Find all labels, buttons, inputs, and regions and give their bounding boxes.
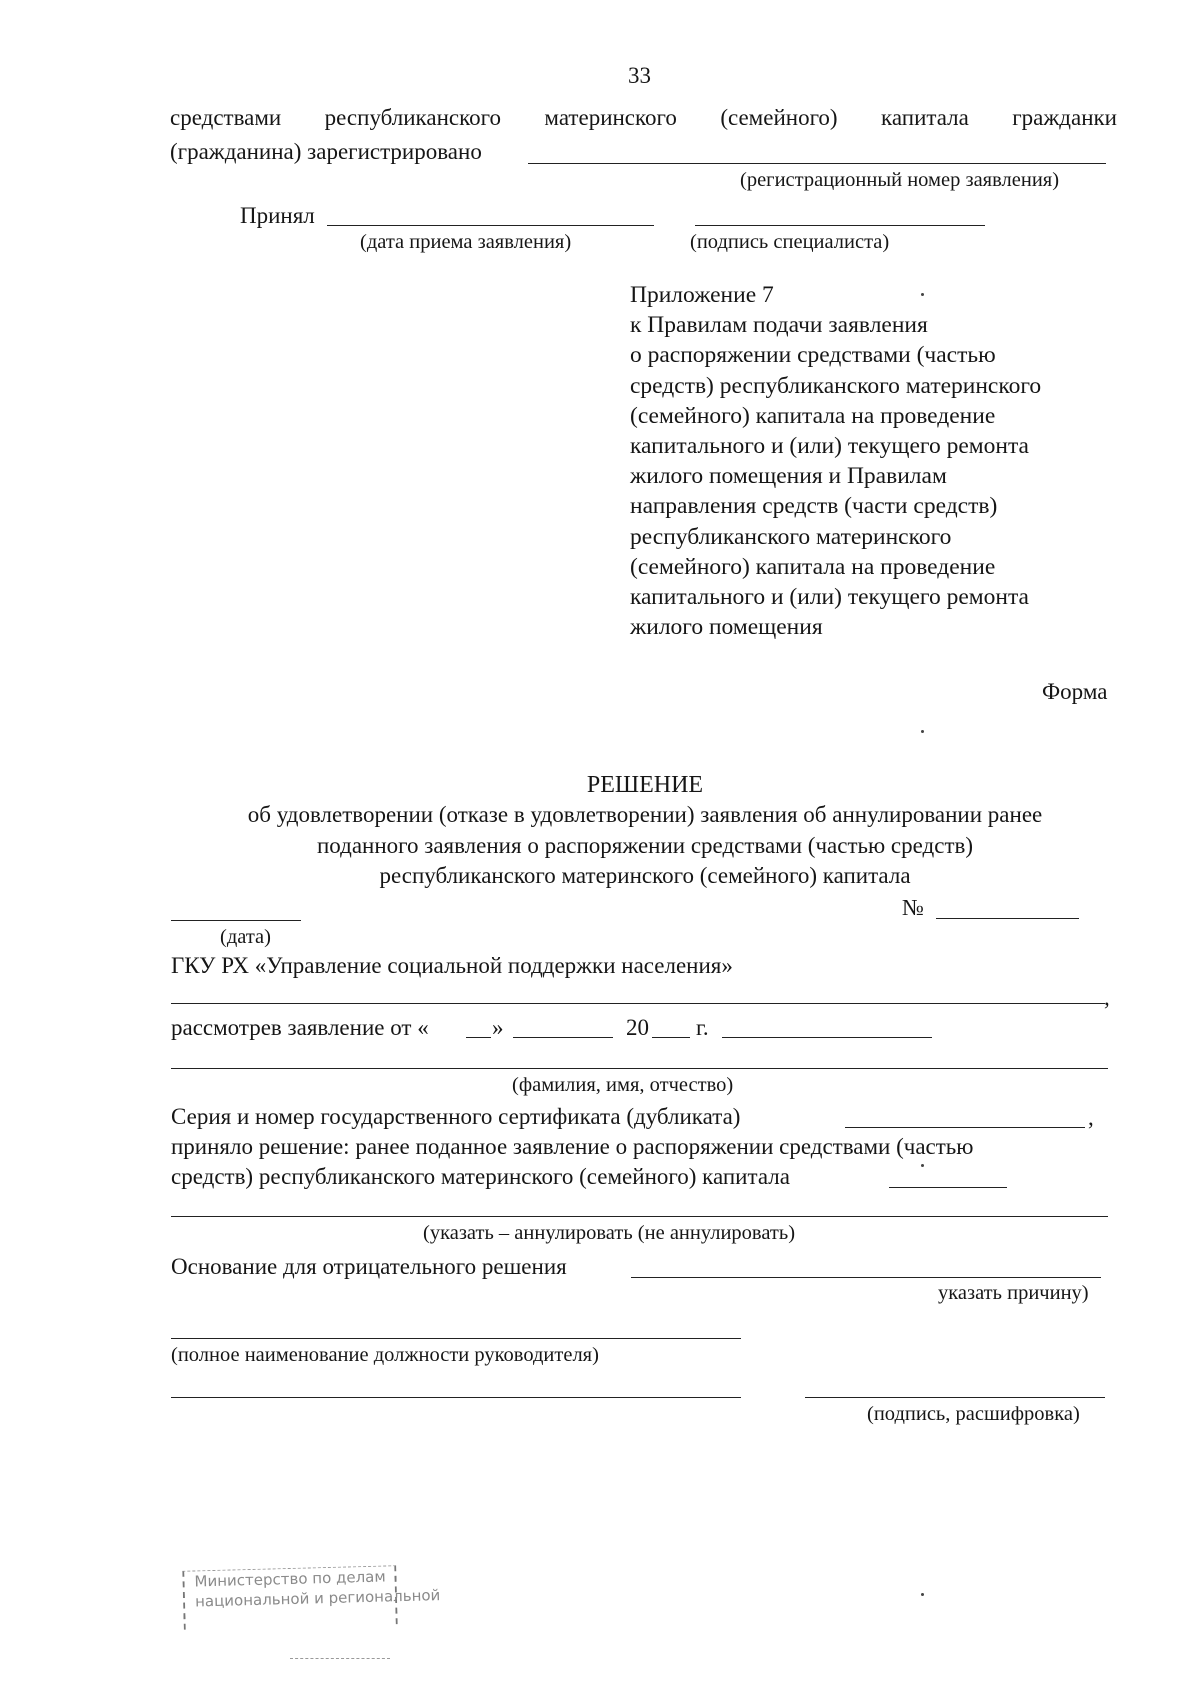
registration-number-caption: (регистрационный номер заявления) — [740, 169, 1060, 191]
registration-number-field — [528, 163, 1106, 164]
decision-capital-field — [889, 1187, 1007, 1188]
scan-speck — [921, 730, 924, 733]
appendix-line: (семейного) капитала на проведение — [630, 402, 996, 429]
appendix-line: средств) республиканского материнского — [630, 372, 1042, 399]
appendix-line: жилого помещения и Правилам — [630, 463, 947, 490]
stamp-line-1: Министерство по делам — [194, 1567, 386, 1591]
accept-date-caption: (дата приема заявления) — [360, 231, 572, 253]
decision-text-line-2: средств) республиканского материнского (семейного) капитала — [171, 1164, 790, 1189]
signature-field — [805, 1397, 1105, 1398]
considered-prefix: рассмотрев заявление от « — [171, 1015, 429, 1040]
appendix-block — [630, 280, 1130, 642]
decision-text-line-1: приняло решение: ранее поданное заявление о распоряжении средствами (частью — [171, 1134, 974, 1159]
appendix-line: Приложение 7 — [630, 282, 774, 308]
considered-month-field — [513, 1037, 613, 1038]
decision-date-field — [171, 920, 301, 921]
annul-caption: (указать – аннулировать (не аннулировать) — [423, 1222, 796, 1244]
appendix-line: о распоряжении средствами (частью — [630, 342, 996, 369]
organization-name: ГКУ РХ «Управление социальной поддержки населения» — [171, 953, 733, 978]
stamp-underline — [290, 1658, 390, 1659]
considered-year-prefix: 20 — [626, 1015, 649, 1040]
fio-field — [171, 1068, 1108, 1069]
appendix-line: направления средств (части средств) — [630, 493, 998, 520]
decision-number-field — [936, 918, 1079, 919]
certificate-field — [845, 1127, 1085, 1128]
decision-subtitle-line-1: об удовлетворении (отказе в удовлетворении) заявления об аннулировании ранее — [247, 802, 1043, 827]
accepted-label: Принял — [240, 203, 315, 228]
reason-caption: указать причину) — [938, 1282, 1089, 1304]
scan-speck — [921, 1164, 924, 1167]
specialist-signature-caption: (подпись специалиста) — [690, 231, 890, 253]
head-name-field — [171, 1397, 741, 1398]
signature-caption: (подпись, расшифровка) — [867, 1403, 1080, 1425]
considered-year-suffix: г. — [696, 1015, 709, 1040]
appendix-line: капитального и (или) текущего ремонта — [630, 433, 1029, 460]
head-position-field — [171, 1338, 741, 1339]
appendix-line: республиканского материнского — [630, 523, 952, 550]
appendix-line: жилого помещения — [630, 614, 823, 641]
stamp-line-2: национальной и региональной — [194, 1586, 441, 1611]
decision-subtitle-line-2: поданного заявления о распоряжении средствами (частью средств) — [316, 833, 974, 858]
top-line-1: средствами республиканского материнского (семейного) капитала гражданки — [170, 105, 1117, 130]
reason-label: Основание для отрицательного решения — [171, 1254, 567, 1279]
top-line-2: (гражданина) зарегистрировано — [170, 139, 482, 164]
organization-line — [171, 1003, 1105, 1004]
decision-date-caption: (дата) — [220, 926, 271, 948]
organization-comma: , — [1104, 985, 1110, 1010]
considered-quote-close: » — [492, 1015, 504, 1040]
scan-speck — [921, 293, 924, 296]
page-number: 33 — [628, 63, 651, 88]
head-position-caption: (полное наименование должности руководителя) — [171, 1344, 599, 1366]
decision-subtitle-line-3: республиканского материнского (семейного) капитала — [379, 863, 911, 888]
fio-caption: (фамилия, имя, отчество) — [512, 1074, 734, 1096]
considered-day-field — [466, 1037, 491, 1038]
form-label: Форма — [1042, 679, 1108, 704]
considered-year-field — [652, 1037, 690, 1038]
annul-field — [171, 1216, 1108, 1217]
reason-field — [631, 1277, 1101, 1278]
decision-title: РЕШЕНИЕ — [586, 772, 704, 798]
certificate-label: Серия и номер государственного сертификата (дубликата) — [171, 1104, 741, 1129]
registration-stamp — [182, 1565, 441, 1630]
specialist-signature-field — [695, 225, 985, 226]
accept-date-field — [327, 225, 654, 226]
appendix-line: к Правилам подачи заявления — [630, 312, 928, 339]
appendix-line: (семейного) капитала на проведение — [630, 553, 996, 580]
decision-number-label: № — [902, 895, 924, 920]
appendix-line: капитального и (или) текущего ремонта — [630, 584, 1029, 611]
considered-extra-field — [722, 1037, 932, 1038]
scan-speck — [921, 1593, 924, 1596]
certificate-comma: , — [1088, 1105, 1094, 1130]
